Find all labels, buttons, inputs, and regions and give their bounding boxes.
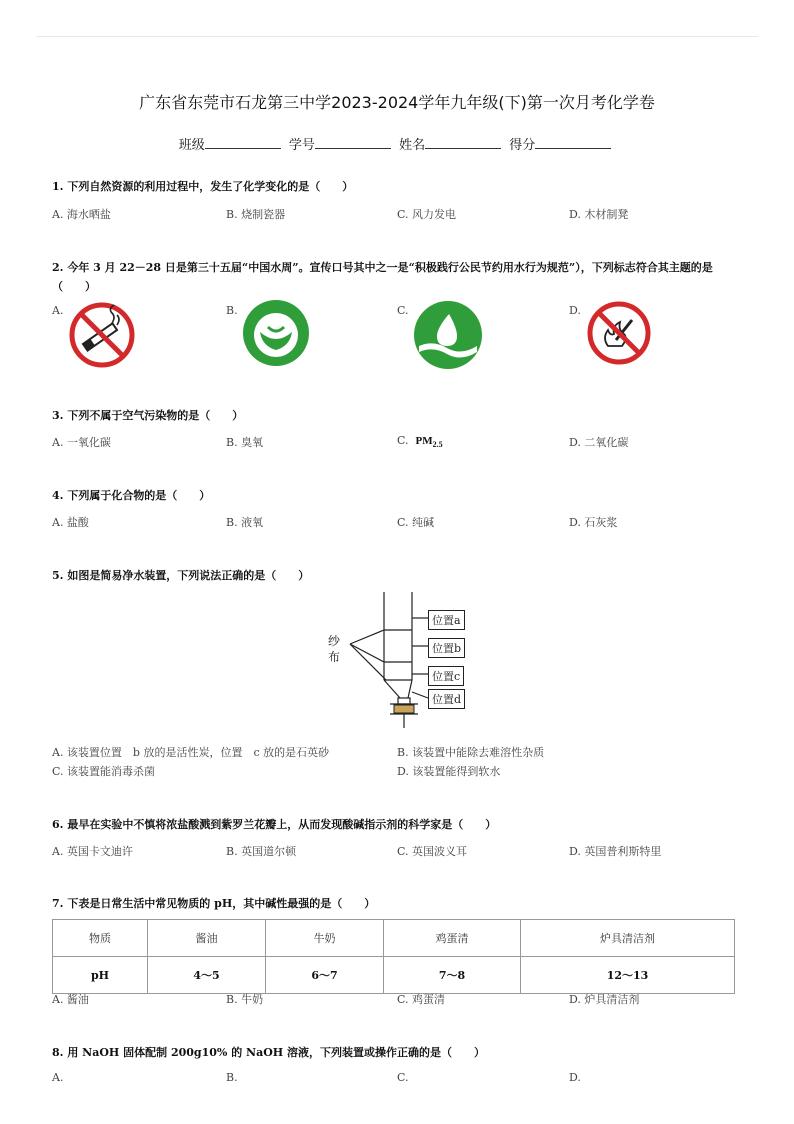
q1-option-b[interactable]: B. 烧制瓷器 [226,208,286,221]
table-header-cell: 炉具清洁剂 [521,920,735,957]
table-header-cell: 物质 [53,920,148,957]
table-cell: 7～8 [384,957,521,994]
gauze-label-top: 纱 [328,634,341,648]
q4-option-b[interactable]: B. 液氧 [226,516,264,529]
table-cell: pH [53,957,148,994]
class-blank[interactable] [205,136,281,149]
q8-option-a[interactable]: A. [52,1071,64,1084]
question-5-stem: 5. 如图是简易净水装置，下列说法正确的是（ ） [52,569,310,582]
table-cell: 4～5 [148,957,266,994]
table-header-cell: 牛奶 [266,920,384,957]
q2-option-a[interactable]: A. [52,304,64,317]
ph-table [52,919,735,994]
top-divider [36,36,758,37]
table-header-cell: 鸡蛋清 [384,920,521,957]
q2-option-d[interactable]: D. [569,304,581,317]
score-blank[interactable] [535,136,611,149]
q8-option-b[interactable]: B. [226,1071,238,1084]
page-title: 广东省东莞市石龙第三中学2023-2024学年九年级(下)第一次月考化学卷 [139,93,655,112]
water-filter-figure [320,588,480,736]
green-food-icon[interactable] [242,299,310,367]
q3-option-b[interactable]: B. 臭氧 [226,436,264,449]
gauze-label-bottom: 布 [328,650,341,664]
q4-option-a[interactable]: A. 盐酸 [52,516,89,529]
q7-option-c[interactable]: C. 鸡蛋清 [397,993,446,1006]
q6-option-b[interactable]: B. 英国道尔顿 [226,845,297,858]
score-label: 得分 [509,138,536,153]
q7-option-a[interactable]: A. 酱油 [52,993,89,1006]
question-2-stem: 2. 今年 3 月 22－28 日是第三十五届“中国水周”。宣传口号其中之一是“积极践行公民节约用水行为规范”），下列标志符合其主题的是（ ） [52,261,713,293]
name-label: 姓名 [399,138,426,153]
position-b-label: 位置b [428,638,465,658]
q3-option-a[interactable]: A. 一氧化碳 [52,436,111,449]
number-blank[interactable] [315,136,391,149]
q5-option-b[interactable]: B. 该装置中能除去难溶性杂质 [397,746,545,759]
q7-option-d[interactable]: D. 炉具清洁剂 [569,993,640,1006]
class-label: 班级 [178,138,205,153]
question-1-stem: 1. 下列自然资源的利用过程中，发生了化学变化的是（ ） [52,180,354,193]
question-4-stem: 4. 下列属于化合物的是（ ） [52,489,211,502]
q7-option-b[interactable]: B. 牛奶 [226,993,264,1006]
q3-option-d[interactable]: D. 二氧化碳 [569,436,629,449]
q1-option-c[interactable]: C. 风力发电 [397,208,457,221]
table-cell: 6～7 [266,957,384,994]
position-d-label: 位置d [428,689,465,709]
q8-option-c[interactable]: C. [397,1071,409,1084]
q2-option-c[interactable]: C. [397,304,409,317]
q4-option-d[interactable]: D. 石灰浆 [569,516,618,529]
position-c-label: 位置c [428,666,464,686]
question-3-stem: 3. 下列不属于空气污染物的是（ ） [52,409,244,422]
pm25-text: $PM_{2.5}$ [415,435,443,450]
no-fire-icon[interactable] [586,300,652,366]
q4-option-c[interactable]: C. 纯碱 [397,516,435,529]
water-saving-icon[interactable] [413,300,483,370]
ph-table-value-row [53,957,735,994]
question-6-stem: 6. 最早在实验中不慎将浓盐酸溅到紫罗兰花瓣上，从而发现酸碱指示剂的科学家是（ ） [52,818,497,831]
q2-option-b[interactable]: B. [226,304,238,317]
q6-option-c[interactable]: C. 英国波义耳 [397,845,468,858]
q5-option-c[interactable]: C. 该装置能消毒杀菌 [52,765,156,778]
q6-option-d[interactable]: D. 英国普利斯特里 [569,845,662,858]
ph-table-header-row [53,920,735,957]
no-smoking-icon[interactable] [68,301,136,369]
q1-option-a[interactable]: A. 海水晒盐 [52,208,111,221]
number-label: 学号 [288,138,315,153]
table-header-cell: 酱油 [148,920,266,957]
q6-option-a[interactable]: A. 英国卡文迪许 [52,845,133,858]
q3-option-c[interactable] [397,434,443,449]
q3-option-c-letter: C. [397,434,409,447]
student-info-line [0,134,794,153]
question-7-stem: 7. 下表是日常生活中常见物质的 pH，其中碱性最强的是（ ） [52,897,376,910]
q1-option-d[interactable]: D. 木材制凳 [569,208,629,221]
position-a-label: 位置a [428,610,465,630]
q5-option-a[interactable]: A. 该装置位置 b 放的是活性炭，位置 c 放的是石英砂 [52,746,330,759]
q8-option-d[interactable]: D. [569,1071,581,1084]
name-blank[interactable] [425,136,501,149]
table-cell: 12～13 [521,957,735,994]
q5-option-d[interactable]: D. 该装置能得到软水 [397,765,501,778]
question-8-stem: 8. 用 NaOH 固体配制 200g10% 的 NaOH 溶液，下列装置或操作正确的是（ ） [52,1046,486,1059]
